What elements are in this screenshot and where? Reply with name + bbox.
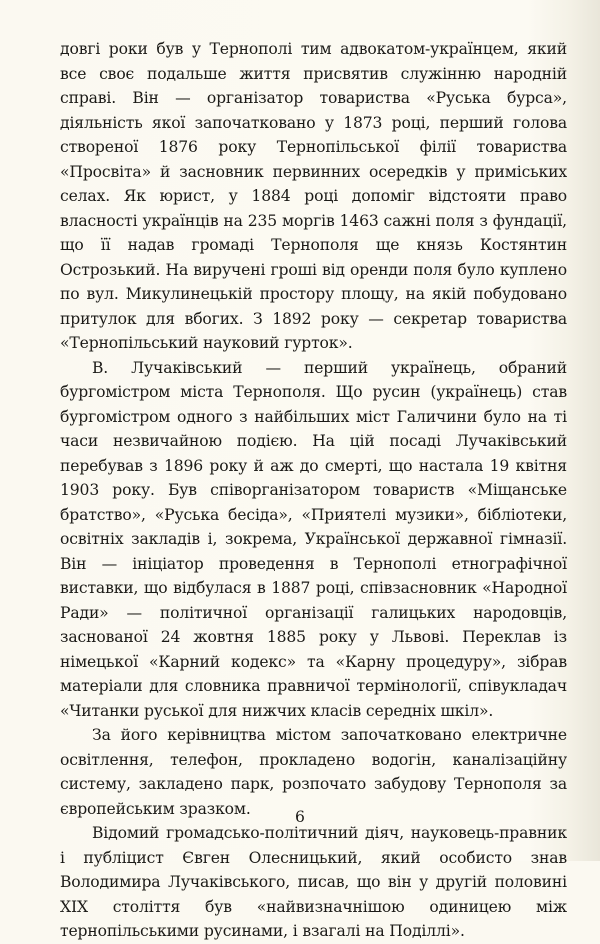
paragraph-3: За його керівництва містом започатковано електричне освітлення, телефон, прокладено водогін, каналізаційну систему, закладено парк, розпочато забудову Тернополя за європейським зразком. xyxy=(60,726,567,818)
paragraph-4: Відомий громадсько-політичний діяч, науковець-правник і публіцист Євген Олесницький, який особисто знав Володимира Лучаківського, писав, що він у другій половині XIX століття був «найвизначнішою одиницею між тернопільськими русинами, і взагалі на Поділлі». xyxy=(60,824,567,940)
page-number: 6 xyxy=(295,808,305,826)
paragraph-2: В. Лучаківський — перший українець, обраний бургомістром міста Тернополя. Що русин (українець) став бургомістром одного з найбільших міст Галичини було на ті часи незвичайною подією. На цій посаді Лучаківський перебував з 1896 року й аж до смерті, що настала 19 квітня 1903 року. Був співорганізатором товариств «Міщанське братство», «Руська бесіда», «Приятелі музики», бібліотеки, освітніх закладів і, зокрема, Української державної гімназії. Він — ініціатор проведення в Тернополі етнографічної виставки, що відбулася в 1887 році, співзасновник «Народної Ради» — політичної організації галицьких народовців, заснованої 24 жовтня 1885 року у Львові. Переклав із німецької «Карний кодекс» та «Карну процедуру», зібрав матеріали для словника правничої термінології, співукладач «Читанки руської для нижчих класів середніх шкіл». xyxy=(60,358,567,720)
paragraph-1: довгі роки був у Тернополі тим адвокатом-українцем, який все своє подальше життя присвятив служінню народній справі. Він — організатор товариства «Руська бурса», діяльність якої започатковано у 1873 році, перший голова створеної 1876 року Тернопільської філії товариства «Просвіта» й засновник первинних осередків у приміських селах. Як юрист, у 1884 році допоміг відстояти право власності українців на 235 моргів 1463 сажні поля з фундації, що її надав громаді Тернополя ще князь Костянтин Острозький. На виручені гроші від оренди поля було куплено по вул. Микулинецькій простору площу, на якій побудовано притулок для вбогих. З 1892 року — секретар товариства «Тернопільський науковий гурток». xyxy=(60,40,567,352)
